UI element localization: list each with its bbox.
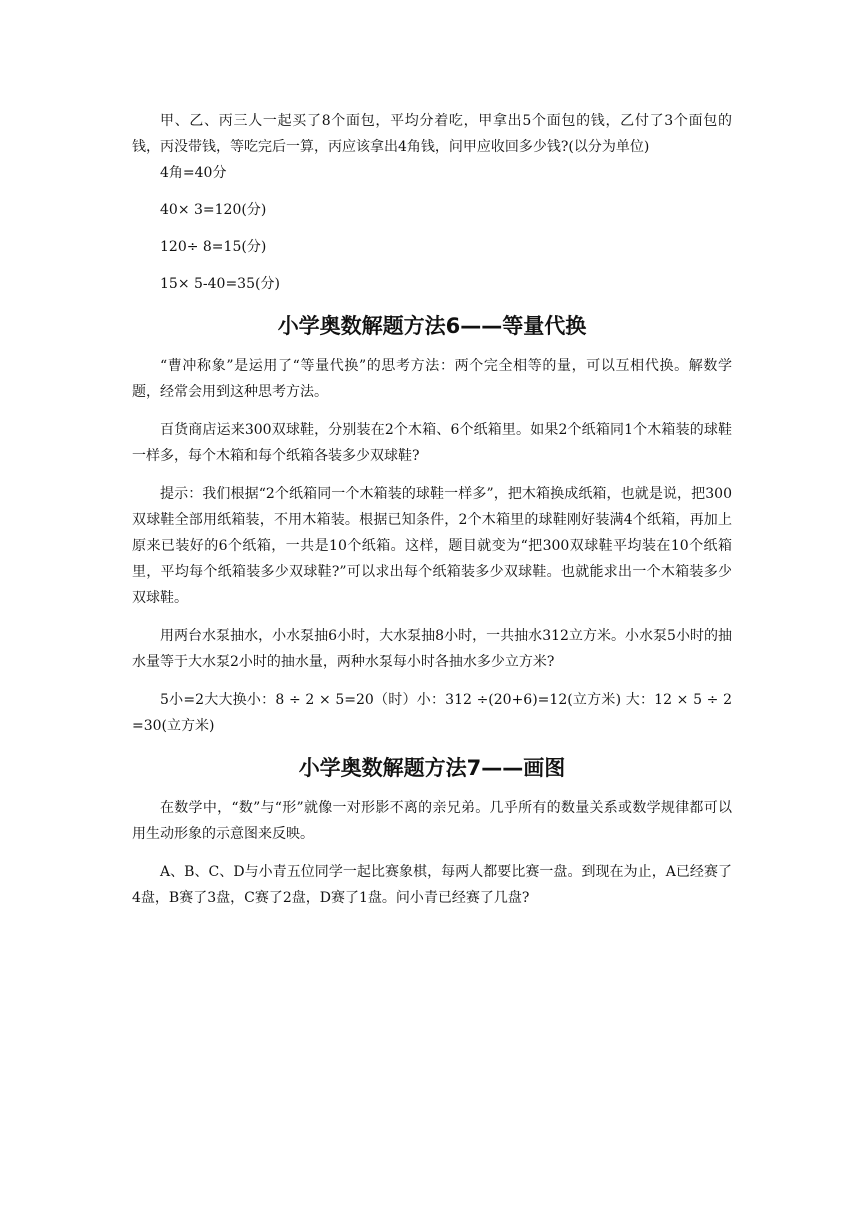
- section-7-title: 小学奥数解题方法7——画图: [298, 756, 566, 780]
- bread-step-2: 40× 3=120(分): [160, 202, 267, 218]
- section-6-example-1: 百货商店运来300双球鞋，分别装在2个木箱、6个纸箱里。如果2个纸箱同1个木箱装的球鞋一样多，每个木箱和每个纸箱各装多少双球鞋?: [132, 422, 732, 464]
- section-7-intro: 在数学中，“数”与“形”就像一对形影不离的亲兄弟。几乎所有的数量关系或数学规律都可以用生动形象的示意图来反映。: [132, 800, 732, 842]
- section-6-title: 小学奥数解题方法6——等量代换: [277, 314, 587, 338]
- section-7-example-1: A、B、C、D与小青五位同学一起比赛象棋，每两人都要比赛一盘。到现在为止，A已经赛了4盘，B赛了3盘，C赛了2盘，D赛了1盘。问小青已经赛了几盘?: [132, 864, 732, 906]
- section-6-solution-2: 5小=2大大换小：8 ÷ 2 × 5=20（时）小：312 ÷(20+6)=12(立方米) 大：12 × 5 ÷ 2=30(立方米): [132, 692, 732, 734]
- bread-step-1: 4角=40分: [160, 165, 227, 181]
- bread-step-3: 120÷ 8=15(分): [160, 239, 267, 255]
- document-page: [132, 108, 732, 911]
- bread-problem-question: 甲、乙、丙三人一起买了8个面包，平均分着吃，甲拿出5个面包的钱，乙付了3个面包的钱，丙没带钱，等吃完后一算，丙应该拿出4角钱，问甲应收回多少钱?(以分为单位): [132, 113, 732, 155]
- section-6-intro: “曹冲称象”是运用了“等量代换”的思考方法：两个完全相等的量，可以互相代换。解数学题，经常会用到这种思考方法。: [132, 358, 732, 400]
- section-6-hint: 提示：我们根据“2个纸箱同一个木箱装的球鞋一样多”，把木箱换成纸箱，也就是说，把300双球鞋全部用纸箱装，不用木箱装。根据已知条件，2个木箱里的球鞋刚好装满4个纸箱，再加上原来已装好的6个纸箱，一共是10个纸箱。这样，题目就变为“把300双球鞋平均装在10个纸箱里，平均每个纸箱装多少双球鞋?”可以求出每个纸箱装多少双球鞋。也就能求出一个木箱装多少双球鞋。: [132, 486, 732, 606]
- bread-step-4: 15× 5-40=35(分): [160, 276, 280, 292]
- section-6-example-2: 用两台水泵抽水，小水泵抽6小时，大水泵抽8小时，一共抽水312立方米。小水泵5小时的抽水量等于大水泵2小时的抽水量，两种水泵每小时各抽水多少立方米?: [132, 628, 732, 670]
